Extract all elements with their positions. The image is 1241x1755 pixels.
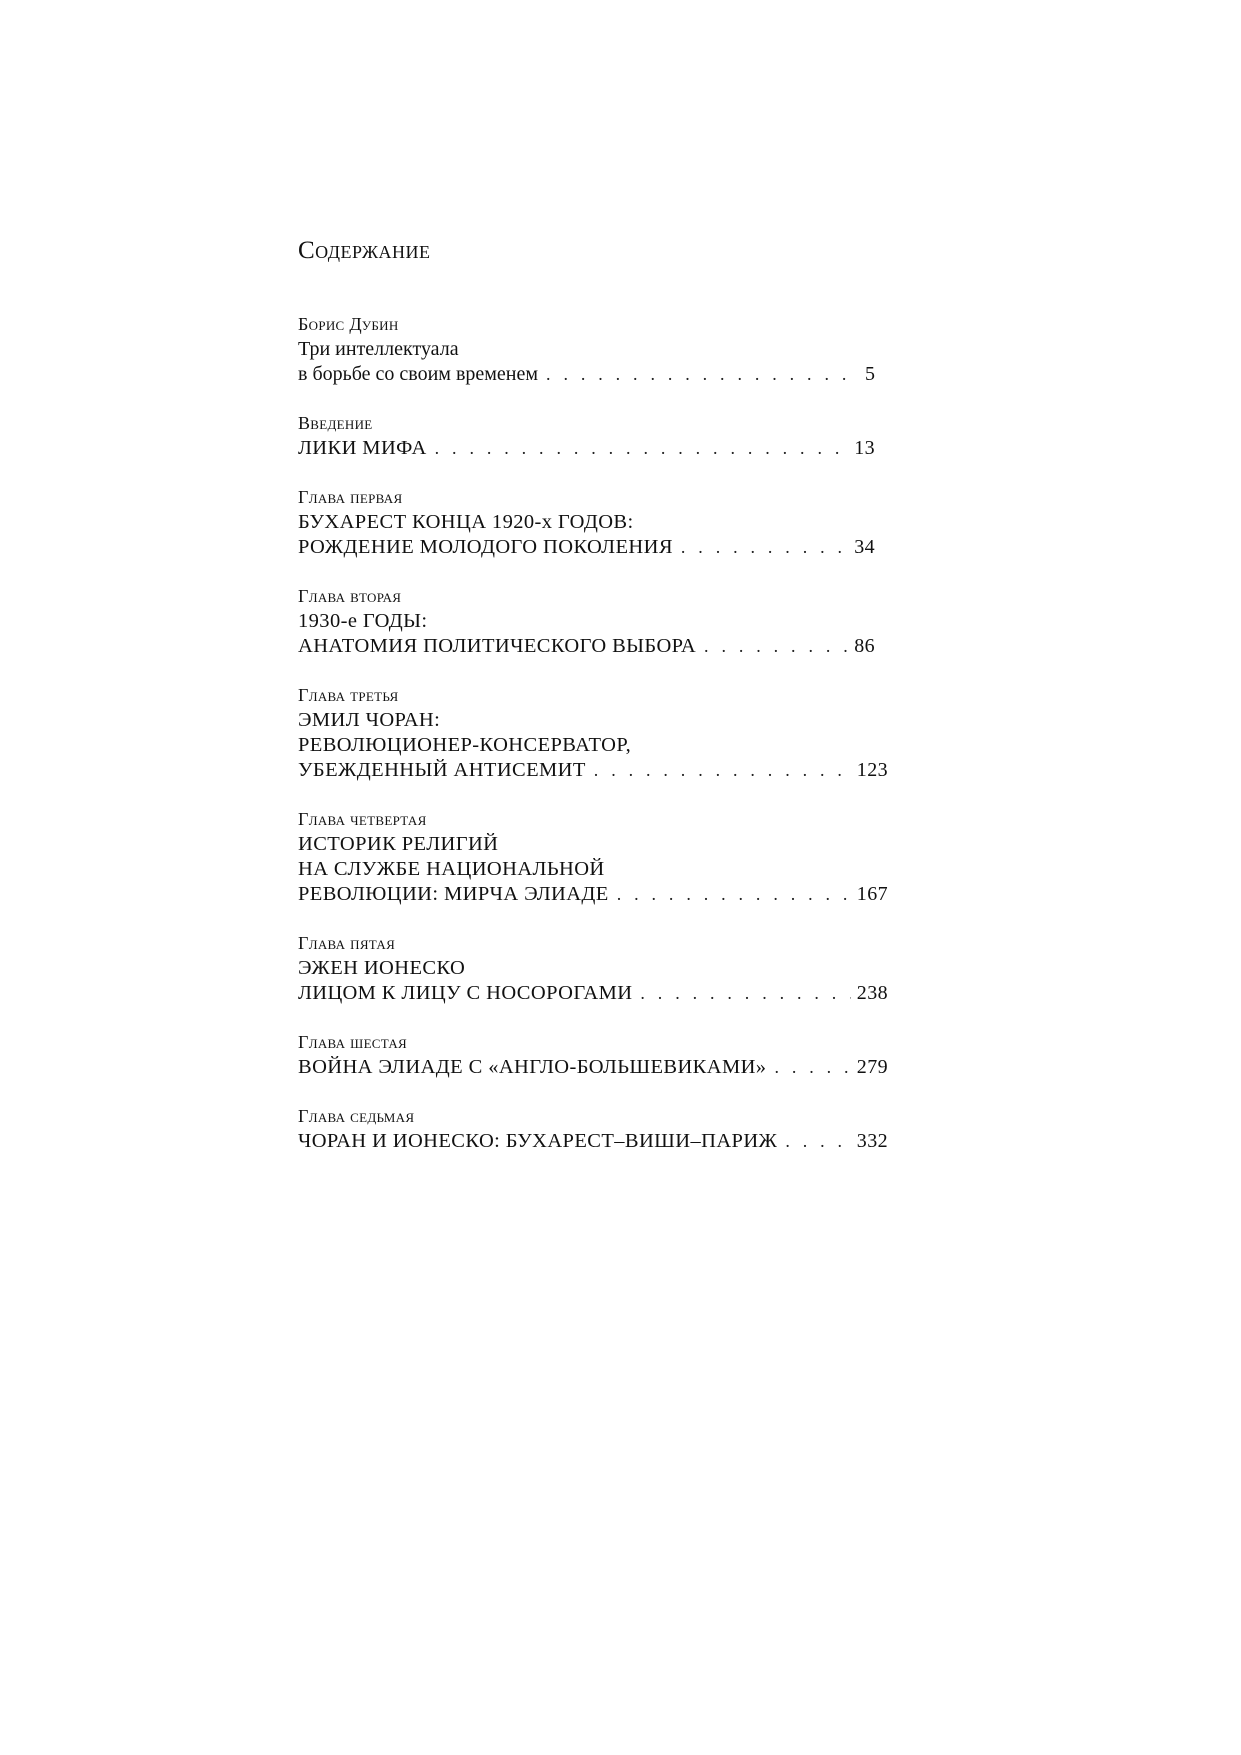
toc-entry-foreword (298, 312, 888, 387)
toc-entry-chapter-7 (298, 1104, 888, 1154)
entry-title-text: в борьбе со своим временем (298, 363, 539, 385)
table-of-contents (298, 236, 888, 1178)
entry-label: Глава пятая (298, 933, 396, 953)
dot-leader (640, 981, 850, 1006)
entry-title-last-line[interactable] (298, 634, 875, 659)
dot-leader (435, 436, 849, 461)
entry-title-text: ЛИЦОМ К ЛИЦУ С НОСОРОГАМИ (298, 982, 633, 1004)
entry-title-line: ИСТОРИК РЕЛИГИЙ (298, 833, 499, 855)
entry-title-text: УБЕЖДЕННЫЙ АНТИСЕМИТ (298, 759, 586, 781)
entry-label: Глава шестая (298, 1032, 408, 1052)
toc-entry-chapter-6 (298, 1030, 888, 1080)
dot-leader (546, 362, 859, 387)
entry-title-text: ЧОРАН И ИОНЕСКО: БУХАРЕСТ–ВИШИ–ПАРИЖ (298, 1130, 778, 1152)
entry-title-last-line[interactable] (298, 1055, 888, 1080)
page-number: 123 (856, 759, 888, 781)
entry-label: Глава четвертая (298, 809, 427, 829)
dot-leader (785, 1129, 850, 1154)
entry-title-line: 1930-е ГОДЫ: (298, 610, 428, 632)
page-number: 279 (856, 1056, 888, 1078)
page-number: 332 (856, 1130, 888, 1152)
page-number: 34 (854, 536, 875, 558)
entry-title-last-line[interactable] (298, 758, 888, 783)
toc-entry-introduction (298, 411, 888, 461)
page-number: 167 (856, 883, 888, 905)
page-number: 86 (854, 635, 875, 657)
page-title: Содержание (298, 237, 431, 264)
dot-leader (681, 535, 848, 560)
entry-title-last-line[interactable] (298, 882, 888, 907)
entry-title-text: РЕВОЛЮЦИИ: МИРЧА ЭЛИАДЕ (298, 883, 609, 905)
dot-leader (704, 634, 848, 659)
toc-entry-chapter-4 (298, 807, 888, 907)
entry-title-text: ЛИКИ МИФА (298, 437, 427, 459)
dot-leader (617, 882, 851, 907)
toc-entry-chapter-3 (298, 683, 888, 783)
entry-author: Борис Дубин (298, 314, 399, 334)
entry-label: Введение (298, 413, 373, 433)
entry-title-last-line[interactable] (298, 1129, 888, 1154)
toc-entry-chapter-2 (298, 584, 888, 659)
entry-title-line: БУХАРЕСТ КОНЦА 1920-х ГОДОВ: (298, 511, 634, 533)
toc-entry-chapter-1 (298, 485, 888, 560)
entry-title-last-line[interactable] (298, 362, 875, 387)
entry-title-line: НА СЛУЖБЕ НАЦИОНАЛЬНОЙ (298, 858, 605, 880)
entry-title-line: ЭМИЛ ЧОРАН: (298, 709, 441, 731)
dot-leader (594, 758, 851, 783)
dot-leader (774, 1055, 850, 1080)
entry-label: Глава седьмая (298, 1106, 415, 1126)
page-number: 13 (854, 437, 875, 459)
entry-title-text: РОЖДЕНИЕ МОЛОДОГО ПОКОЛЕНИЯ (298, 536, 673, 558)
entry-title-text: АНАТОМИЯ ПОЛИТИЧЕСКОГО ВЫБОРА (298, 635, 697, 657)
entry-title-last-line[interactable] (298, 535, 875, 560)
page-number: 5 (865, 363, 875, 385)
entry-title-last-line[interactable] (298, 981, 888, 1006)
entry-title-last-line[interactable] (298, 436, 875, 461)
entry-label: Глава первая (298, 487, 403, 507)
entry-title-text: ВОЙНА ЭЛИАДЕ С «АНГЛО-БОЛЬШЕВИКАМИ» (298, 1056, 767, 1078)
entry-label: Глава третья (298, 685, 399, 705)
entry-title-line: ЭЖЕН ИОНЕСКО (298, 957, 466, 979)
page-number: 238 (856, 982, 888, 1004)
toc-entry-chapter-5 (298, 931, 888, 1006)
entry-title-line: РЕВОЛЮЦИОНЕР-КОНСЕРВАТОР, (298, 734, 632, 756)
entry-title-line: Три интеллектуала (298, 338, 459, 360)
entry-label: Глава вторая (298, 586, 402, 606)
